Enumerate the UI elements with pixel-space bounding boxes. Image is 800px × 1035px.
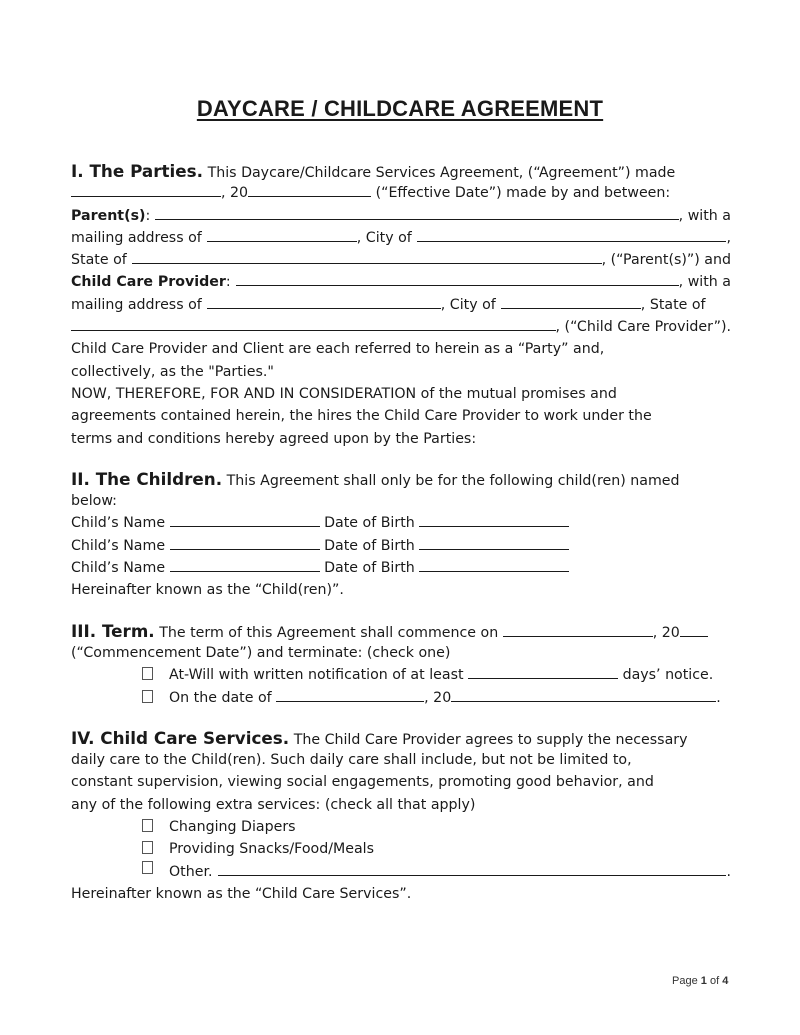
commence-date-blank[interactable]	[503, 622, 653, 637]
child-dob-blank[interactable]	[419, 535, 569, 550]
provider-label: Child Care Provider	[71, 274, 226, 291]
parties-paragraph-line: agreements contained herein, the hires the Child Care Provider to work under the	[71, 408, 652, 425]
parties-paragraph-line: terms and conditions hereby agreed upon by the Parties:	[71, 430, 477, 447]
term-heading: III. Term.	[71, 620, 155, 641]
provider-state-blank[interactable]	[71, 316, 556, 331]
child-row: Child’s Name Date of Birth	[71, 535, 731, 557]
commence-year-blank[interactable]	[680, 622, 708, 637]
child-name-blank[interactable]	[170, 557, 320, 572]
checkbox[interactable]	[142, 690, 153, 703]
service-option: Changing Diapers	[71, 816, 731, 838]
parent-address-line: mailing address of , City of ,	[71, 227, 731, 249]
date-year-blank[interactable]	[248, 182, 371, 197]
parties-heading: I. The Parties.	[71, 161, 204, 181]
child-name-blank[interactable]	[170, 512, 320, 527]
parties-paragraph-line: Child Care Provider and Client are each referred to herein as a “Party” and,	[71, 341, 605, 358]
services-line-1: IV. Child Care Services. The Child Care Provider agrees to supply the necessary	[71, 727, 688, 748]
parent-address-blank[interactable]	[207, 227, 357, 242]
provider-address-blank[interactable]	[207, 294, 441, 309]
child-dob-blank[interactable]	[419, 557, 569, 572]
service-option: Providing Snacks/Food/Meals	[71, 838, 731, 860]
child-row: Child’s Name Date of Birth	[71, 557, 731, 579]
parent-line: Parent(s) : , with a	[71, 205, 731, 227]
term-line-2: (“Commencement Date”) and terminate: (check one)	[71, 644, 451, 661]
document-body	[71, 160, 731, 905]
end-date-blank[interactable]	[276, 687, 424, 702]
services-heading: IV. Child Care Services.	[71, 727, 290, 748]
checkbox[interactable]	[142, 861, 153, 874]
term-line-1: III. Term. The term of this Agreement shall commence on , 20	[71, 620, 731, 642]
parties-line-2: , 20 (“Effective Date”) made by and between:	[71, 182, 731, 204]
parent-label: Parent(s)	[71, 207, 146, 224]
services-line: daily care to the Child(ren). Such daily care shall include, but not be limited to,	[71, 752, 632, 769]
parties-line-1: I. The Parties. This Daycare/Childcare Services Agreement, (“Agreement”) made	[71, 161, 676, 181]
parent-name-blank[interactable]	[155, 205, 678, 220]
checkbox[interactable]	[142, 841, 153, 854]
parties-paragraph-line: collectively, as the "Parties."	[71, 363, 274, 380]
provider-address-line: mailing address of , City of , State of	[71, 294, 731, 316]
checkbox[interactable]	[142, 819, 153, 832]
parties-paragraph-line: NOW, THEREFORE, FOR AND IN CONSIDERATION of the mutual promises and	[71, 385, 617, 402]
children-line-1: II. The Children. This Agreement shall only be for the following child(ren) named	[71, 468, 680, 489]
term-option-date: On the date of , 20 .	[71, 687, 731, 709]
parent-state-line: State of , (“Parent(s)”) and	[71, 249, 731, 271]
provider-state-line: , (“Child Care Provider”).	[71, 316, 731, 338]
parent-state-blank[interactable]	[132, 249, 602, 264]
date-day-blank[interactable]	[71, 182, 221, 197]
service-option-other: Other. .	[71, 861, 731, 883]
child-row: Child’s Name Date of Birth	[71, 512, 731, 534]
term-option-at-will: At-Will with written notification of at least days’ notice.	[71, 664, 731, 686]
children-line-2: below:	[71, 493, 117, 510]
children-heading: II. The Children.	[71, 468, 223, 489]
children-after: Hereinafter known as the “Child(ren)”.	[71, 582, 344, 599]
other-service-blank[interactable]	[218, 861, 727, 876]
end-year-blank[interactable]	[451, 687, 716, 702]
services-after: Hereinafter known as the “Child Care Services”.	[71, 885, 412, 902]
document-title: DAYCARE / CHILDCARE AGREEMENT	[196, 96, 604, 121]
child-dob-blank[interactable]	[419, 512, 569, 527]
services-line: any of the following extra services: (check all that apply)	[71, 796, 476, 813]
provider-city-blank[interactable]	[501, 294, 641, 309]
checkbox[interactable]	[142, 667, 153, 680]
child-name-blank[interactable]	[170, 535, 320, 550]
provider-line: Child Care Provider : , with a	[71, 271, 731, 293]
parent-city-blank[interactable]	[417, 227, 727, 242]
provider-name-blank[interactable]	[236, 271, 679, 286]
notice-days-blank[interactable]	[468, 664, 618, 679]
page-number: Page 1 of 4	[672, 975, 729, 987]
services-line: constant supervision, viewing social engagements, promoting good behavior, and	[71, 774, 654, 791]
